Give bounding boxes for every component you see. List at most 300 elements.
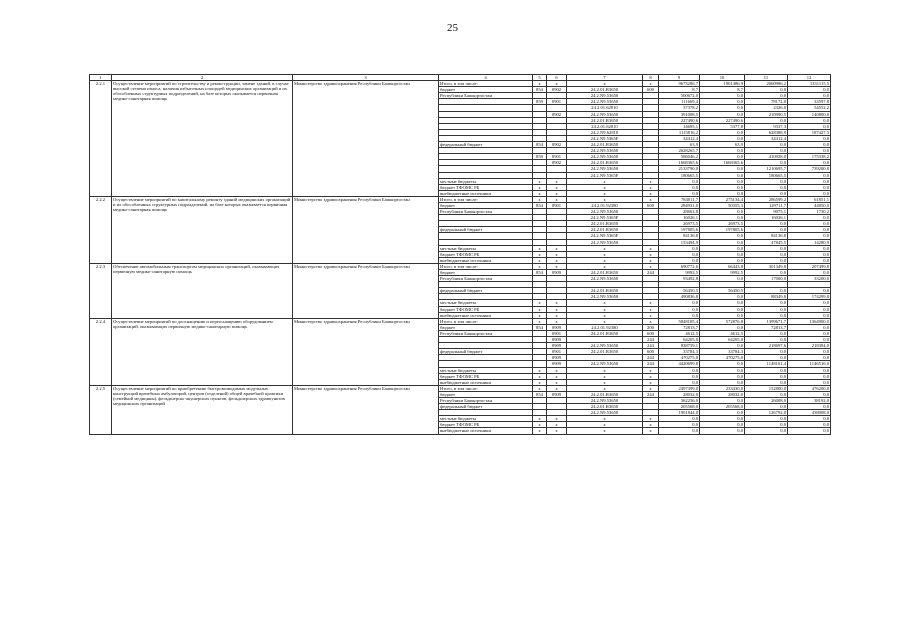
section-code-cell: х — [547, 245, 567, 251]
year-amount-cell: 187427,3 — [788, 129, 831, 135]
total-amount-cell: 0,0 — [659, 190, 700, 196]
expense-type-cell: 244 — [643, 337, 659, 343]
total-amount-cell: 2628265,7 — [659, 148, 700, 154]
grbs-code-cell: 854 — [533, 142, 547, 148]
year-amount-cell: 72813,7 — [745, 324, 788, 330]
section-code-cell: х — [547, 306, 567, 312]
year-amount-cell: 0,0 — [745, 404, 788, 410]
year-amount-cell: 0,0 — [745, 355, 788, 361]
total-amount-cell: 180665,5 — [659, 172, 700, 178]
year-amount-cell: 0,0 — [745, 337, 788, 343]
target-article-cell: 24.2.01.R3650 — [567, 87, 643, 93]
total-amount-cell: 784011,7 — [659, 196, 700, 202]
total-amount-cell: 72813,7 — [659, 324, 700, 330]
year-amount-cell: 0,0 — [745, 178, 788, 184]
year-amount-cell: 0,0 — [700, 184, 745, 190]
year-amount-cell: 44850,0 — [788, 202, 831, 208]
target-article-cell: х — [567, 422, 643, 428]
total-amount-cell: 9992,5 — [659, 270, 700, 276]
target-article-cell: 24.2.N9.5365F — [567, 135, 643, 141]
year-amount-cell: 0,0 — [700, 239, 745, 245]
expense-type-cell: 600 — [643, 87, 659, 93]
funding-source-cell: внебюджетные источники — [439, 312, 533, 318]
column-number-header: 12 — [788, 75, 831, 81]
grbs-code-cell: 854 — [533, 391, 547, 397]
year-amount-cell: 152800,0 — [745, 385, 788, 391]
year-amount-cell: 0,0 — [700, 215, 745, 221]
year-amount-cell: 9992,5 — [700, 270, 745, 276]
total-amount-cell: 1668365,6 — [659, 160, 700, 166]
year-amount-cell: 2060986,2 — [745, 81, 788, 87]
year-amount-cell: 0,0 — [745, 142, 788, 148]
year-amount-cell: 0,0 — [700, 166, 745, 172]
year-amount-cell: 50355,3 — [700, 202, 745, 208]
total-amount-cell: 0,0 — [659, 300, 700, 306]
total-amount-cell: 26973,5 — [659, 221, 700, 227]
target-article-cell: 24.2.01.R3650 — [567, 288, 643, 294]
expense-type-cell: х — [643, 300, 659, 306]
funding-source-cell: Республики Башкортостан — [439, 93, 533, 99]
year-amount-cell: 218384,0 — [788, 343, 831, 349]
year-amount-cell: 0,0 — [745, 312, 788, 318]
year-amount-cell: 0,0 — [788, 416, 831, 422]
year-amount-cell: 476200,0 — [788, 385, 831, 391]
section-code-cell: х — [547, 300, 567, 306]
target-article-cell: 24.2.01.62810 — [567, 105, 643, 111]
section-code-cell: 0901 — [547, 154, 567, 160]
year-amount-cell: 0,0 — [700, 397, 745, 403]
year-amount-cell: 0,0 — [788, 349, 831, 355]
year-amount-cell: 0,0 — [700, 172, 745, 178]
target-article-cell: 24.2.01.R3650 — [567, 117, 643, 123]
total-amount-cell: 0,0 — [659, 257, 700, 263]
total-amount-cell: 111669,4 — [659, 99, 700, 105]
funding-source-cell: местные бюджеты — [439, 367, 533, 373]
target-article-cell: х — [567, 379, 643, 385]
total-amount-cell: 9673286,7 — [659, 81, 700, 87]
grbs-code-cell: х — [533, 428, 547, 434]
year-amount-cell: 628388,9 — [745, 129, 788, 135]
expense-type-cell: х — [643, 385, 659, 391]
year-amount-cell: 0,0 — [745, 330, 788, 336]
year-amount-cell: 0,0 — [700, 154, 745, 160]
target-article-cell: х — [567, 257, 643, 263]
year-amount-cell: 0,0 — [788, 404, 831, 410]
item-code-cell: 2.2.1 — [90, 81, 112, 197]
year-amount-cell: 140800,0 — [788, 111, 831, 117]
expense-type-cell: х — [643, 263, 659, 269]
grbs-code-cell: х — [533, 251, 547, 257]
year-amount-cell: 0,0 — [700, 190, 745, 196]
grbs-code-cell: 854 — [533, 87, 547, 93]
year-amount-cell: 0,0 — [788, 422, 831, 428]
year-amount-cell: 174299,8 — [788, 294, 831, 300]
total-amount-cell: 391008,5 — [659, 111, 700, 117]
total-amount-cell: 586046,2 — [659, 154, 700, 160]
grbs-code-cell: х — [533, 373, 547, 379]
expense-type-cell: х — [643, 81, 659, 87]
year-amount-cell: 0,0 — [700, 105, 745, 111]
total-amount-cell: 56450,5 — [659, 288, 700, 294]
total-amount-cell: 0,0 — [659, 367, 700, 373]
total-amount-cell: 16026,1 — [659, 215, 700, 221]
section-code-cell: х — [547, 367, 567, 373]
grbs-code-cell: х — [533, 306, 547, 312]
year-amount-cell: 218697,6 — [745, 343, 788, 349]
section-code-cell: х — [547, 373, 567, 379]
target-article-cell: х — [567, 178, 643, 184]
total-amount-cell: 0,0 — [659, 379, 700, 385]
section-code-cell: 0902 — [547, 111, 567, 117]
section-code-cell: 0909 — [547, 270, 567, 276]
funding-source-cell: внебюджетные источники — [439, 379, 533, 385]
measure-name-cell: Осуществление мероприятий по дооснащению и переоснащению оборудованием организаций, оказывающих первичную медико-санитарную помощь — [112, 318, 293, 385]
expense-type-cell: 600 — [643, 202, 659, 208]
year-amount-cell: 0,0 — [788, 227, 831, 233]
target-article-cell: 24.2.N9.53650 — [567, 93, 643, 99]
year-amount-cell: 0,0 — [745, 245, 788, 251]
section-code-cell: х — [547, 263, 567, 269]
year-amount-cell: 0,0 — [700, 343, 745, 349]
section-code-cell: 0901 — [547, 202, 567, 208]
year-amount-cell: 0,0 — [745, 349, 788, 355]
section-code-cell: 0909 — [547, 361, 567, 367]
year-amount-cell: 0,0 — [788, 379, 831, 385]
total-amount-cell: 0,0 — [659, 428, 700, 434]
year-amount-cell: 0,0 — [788, 312, 831, 318]
year-amount-cell: 0,0 — [788, 87, 831, 93]
grbs-code-cell: х — [533, 416, 547, 422]
expense-type-cell: 244 — [643, 361, 659, 367]
target-article-cell: 24.2.01.R3650 — [567, 391, 643, 397]
expense-type-cell: х — [643, 416, 659, 422]
year-amount-cell: 0,0 — [788, 123, 831, 129]
target-article-cell: 24.2.01.R3650 — [567, 349, 643, 355]
column-number-header: 9 — [659, 75, 700, 81]
grbs-code-cell: 854 — [533, 324, 547, 330]
grbs-code-cell: х — [533, 184, 547, 190]
section-code-cell: х — [547, 184, 567, 190]
target-article-cell: 24.2.N9.5365F — [567, 215, 643, 221]
year-amount-cell: 0,0 — [745, 221, 788, 227]
year-amount-cell: 0,0 — [700, 93, 745, 99]
target-article-cell: 24.2.N9.5365F — [567, 233, 643, 239]
year-amount-cell: 0,0 — [745, 190, 788, 196]
grbs-code-cell: х — [533, 300, 547, 306]
section-code-cell: 0901 — [547, 330, 567, 336]
expense-type-cell: 600 — [643, 330, 659, 336]
target-article-cell: 24.2.01.R3650 — [567, 270, 643, 276]
year-amount-cell: 9337,3 — [745, 123, 788, 129]
total-amount-cell: 37378,2 — [659, 105, 700, 111]
section-code-cell: 0902 — [547, 87, 567, 93]
total-amount-cell: 2133790,0 — [659, 166, 700, 172]
year-amount-cell: 1331115,5 — [788, 81, 831, 87]
total-amount-cell: 84136,8 — [659, 233, 700, 239]
target-article-cell: х — [567, 263, 643, 269]
funding-source-cell: Итого, в том числе: — [439, 81, 533, 87]
year-amount-cell: 0,0 — [788, 172, 831, 178]
grbs-code-cell: х — [533, 385, 547, 391]
year-amount-cell: 0,0 — [745, 416, 788, 422]
year-amount-cell: 8,7 — [700, 87, 745, 93]
year-amount-cell: 33784,3 — [700, 349, 745, 355]
funding-source-cell: Итого, в том числе: — [439, 318, 533, 324]
funding-source-cell: внебюджетные источники — [439, 428, 533, 434]
year-amount-cell: 0,0 — [745, 148, 788, 154]
target-article-cell: х — [567, 184, 643, 190]
year-amount-cell: 5377,8 — [700, 123, 745, 129]
section-code-cell: х — [547, 422, 567, 428]
year-amount-cell: 54552,2 — [788, 105, 831, 111]
total-amount-cell: 362256,0 — [659, 397, 700, 403]
target-article-cell: 24.2.01.92380 — [567, 202, 643, 208]
section-code-cell: 0909 — [547, 324, 567, 330]
target-article-cell: х — [567, 428, 643, 434]
expense-type-cell: х — [643, 190, 659, 196]
year-amount-cell: 0,0 — [700, 99, 745, 105]
total-amount-cell: 197805,6 — [659, 227, 700, 233]
expense-type-cell: х — [643, 367, 659, 373]
total-amount-cell: 28663,8 — [659, 209, 700, 215]
budget-table — [89, 74, 831, 435]
year-amount-cell: 0,0 — [745, 93, 788, 99]
year-amount-cell: 34412,4 — [745, 135, 788, 141]
funding-source-cell: Итого, в том числе: — [439, 263, 533, 269]
year-amount-cell: 0,0 — [788, 148, 831, 154]
expense-type-cell: х — [643, 312, 659, 318]
year-amount-cell: 0,0 — [788, 190, 831, 196]
expense-type-cell: х — [643, 428, 659, 434]
year-amount-cell: 0,0 — [788, 245, 831, 251]
year-amount-cell: 88349,8 — [745, 294, 788, 300]
target-article-cell: х — [567, 416, 643, 422]
year-amount-cell: 26008,0 — [745, 397, 788, 403]
measure-name-cell: Осуществление мероприятий по капитальному ремонту зданий медицинских организаций и их обособленных структурных подразделений, на базе которых оказывается первичная медико-санитарная помощь — [112, 196, 293, 263]
section-code-cell: х — [547, 257, 567, 263]
year-amount-cell: 0,0 — [700, 416, 745, 422]
year-amount-cell: 0,0 — [788, 257, 831, 263]
year-amount-cell: 84136,8 — [745, 233, 788, 239]
section-code-cell: х — [547, 178, 567, 184]
item-code-cell: 2.2.5 — [90, 385, 112, 434]
target-article-cell: 24.2.01.62810 — [567, 123, 643, 129]
budget-table-body — [90, 75, 831, 435]
year-amount-cell: 1210695,7 — [745, 166, 788, 172]
year-amount-cell: 0,0 — [700, 294, 745, 300]
item-code-cell: 2.2.3 — [90, 263, 112, 318]
total-amount-cell: 490836,8 — [659, 294, 700, 300]
year-amount-cell: 66443,8 — [700, 263, 745, 269]
funding-source-cell: Республики Башкортостан — [439, 330, 533, 336]
funding-source-cell: бюджет ТФОМС РБ — [439, 251, 533, 257]
year-amount-cell: 1901486,9 — [700, 81, 745, 87]
year-amount-cell: 0,0 — [745, 306, 788, 312]
expense-type-cell: х — [643, 251, 659, 257]
year-amount-cell: 26973,5 — [700, 221, 745, 227]
measure-name-cell: Осуществление мероприятий по строительству и реконструкции, замене зданий, в случае высокой степени износа, наличия избыточных площадей медицинских организаций и их обособленных структурных подразделений, на базе которых оказывается первичная медико-санитарная помощь — [112, 81, 293, 197]
expense-type-cell: 244 — [643, 270, 659, 276]
section-code-cell: х — [547, 312, 567, 318]
year-amount-cell: 301349,8 — [745, 263, 788, 269]
target-article-cell: 24.2.N9.53650 — [567, 397, 643, 403]
year-amount-cell: 175338,2 — [788, 154, 831, 160]
section-code-cell: х — [547, 416, 567, 422]
total-amount-cell: 28032,0 — [659, 391, 700, 397]
executor-cell: Министерство здравоохранения Республики Башкортостан — [293, 263, 439, 318]
section-code-cell: 0902 — [547, 142, 567, 148]
column-number-header: 1 — [90, 75, 112, 81]
year-amount-cell: 0,0 — [700, 428, 745, 434]
year-amount-cell: 0,0 — [700, 129, 745, 135]
year-amount-cell: 0,0 — [788, 142, 831, 148]
total-amount-cell: 1901844,0 — [659, 410, 700, 416]
column-number-header: 6 — [547, 75, 567, 81]
total-amount-cell: 1115816,2 — [659, 129, 700, 135]
year-amount-cell: 0,0 — [788, 367, 831, 373]
year-amount-cell: 38192,0 — [788, 397, 831, 403]
target-article-cell: 24.2.N9.53650 — [567, 111, 643, 117]
year-amount-cell: 0,0 — [700, 367, 745, 373]
target-article-cell: 24.2.N9.53650 — [567, 410, 643, 416]
total-amount-cell: 5848185,4 — [659, 318, 700, 324]
year-amount-cell: 1399671,7 — [745, 318, 788, 324]
target-article-cell: 24.2.01.R3650 — [567, 142, 643, 148]
column-number-header: 4 — [439, 75, 533, 81]
year-amount-cell: 0,0 — [700, 306, 745, 312]
funding-source-cell: Республики Башкортостан — [439, 276, 533, 282]
year-amount-cell: 0,0 — [700, 251, 745, 257]
executor-cell: Министерство здравоохранения Республики Башкортостан — [293, 196, 439, 263]
total-amount-cell: 500672,0 — [659, 93, 700, 99]
grbs-code-cell: х — [533, 379, 547, 385]
year-amount-cell: 64205,0 — [700, 337, 745, 343]
expense-type-cell: х — [643, 318, 659, 324]
target-article-cell: 24.2.01.R3650 — [567, 227, 643, 233]
year-amount-cell: 129711,7 — [745, 202, 788, 208]
year-amount-cell: 0,0 — [700, 300, 745, 306]
year-amount-cell: 0,0 — [745, 184, 788, 190]
funding-source-cell: федеральный бюджет — [439, 288, 533, 294]
section-code-cell: х — [547, 190, 567, 196]
measure-name-cell: Осуществление мероприятий по приобретению быстровозводимых модульных конструкций врачебных амбулаторий, центров (отделений) общей врачебной практики (семейной медицины), фельдшерско-акушерских пунктов, фельдшерских здравпунктов медицинских организаций — [112, 385, 293, 434]
section-code-cell: 0901 — [547, 99, 567, 105]
year-amount-cell: 33597,8 — [788, 99, 831, 105]
year-amount-cell: 28032,0 — [700, 391, 745, 397]
target-article-cell: 24.2.N9.53650 — [567, 239, 643, 245]
grbs-code-cell: 854 — [533, 202, 547, 208]
target-article-cell: х — [567, 196, 643, 202]
target-article-cell: 24.2.01.R3650 — [567, 160, 643, 166]
target-article-cell: х — [567, 300, 643, 306]
funding-source-cell: бюджет ТФОМС РБ — [439, 306, 533, 312]
year-amount-cell: 0,0 — [745, 391, 788, 397]
expense-type-cell: 244 — [643, 343, 659, 349]
section-code-cell: х — [547, 196, 567, 202]
target-article-cell: 24.2.N9.53650 — [567, 209, 643, 215]
year-amount-cell: 56450,5 — [700, 288, 745, 294]
expense-type-cell: 600 — [643, 349, 659, 355]
funding-source-cell: бюджет ТФОМС РБ — [439, 422, 533, 428]
year-amount-cell: 0,0 — [788, 270, 831, 276]
year-amount-cell: 0,0 — [788, 221, 831, 227]
section-code-cell: 0901 — [547, 349, 567, 355]
total-amount-cell: 0,0 — [659, 312, 700, 318]
section-code-cell: х — [547, 379, 567, 385]
year-amount-cell: 0,0 — [788, 288, 831, 294]
target-article-cell: 24.2.N9.62810 — [567, 129, 643, 135]
grbs-code-cell: х — [533, 178, 547, 184]
grbs-code-cell: х — [533, 367, 547, 373]
section-code-cell: 0909 — [547, 391, 567, 397]
column-number-header: 5 — [533, 75, 547, 81]
year-amount-cell: 0,0 — [788, 93, 831, 99]
funding-source-cell: бюджет — [439, 202, 533, 208]
target-article-cell: х — [567, 373, 643, 379]
grbs-code-cell: х — [533, 263, 547, 269]
year-amount-cell: 470275,0 — [700, 355, 745, 361]
section-code-cell: х — [547, 428, 567, 434]
target-article-cell: х — [567, 306, 643, 312]
year-amount-cell: 9075,1 — [745, 209, 788, 215]
year-amount-cell: 739200,0 — [788, 166, 831, 172]
column-number-header: 11 — [745, 75, 788, 81]
total-amount-cell: 470275,0 — [659, 355, 700, 361]
grbs-code-cell: х — [533, 257, 547, 263]
total-amount-cell: 838759,1 — [659, 343, 700, 349]
year-amount-cell: 0,0 — [745, 373, 788, 379]
grbs-code-cell: х — [533, 422, 547, 428]
year-amount-cell: 0,0 — [700, 148, 745, 154]
year-amount-cell: 4612,5 — [700, 330, 745, 336]
year-amount-cell: 0,0 — [788, 428, 831, 434]
total-amount-cell: 0,0 — [659, 422, 700, 428]
total-amount-cell: 8,7 — [659, 87, 700, 93]
section-code-cell: х — [547, 251, 567, 257]
column-number-header: 7 — [567, 75, 643, 81]
funding-source-cell: местные бюджеты — [439, 416, 533, 422]
year-amount-cell: 0,0 — [745, 160, 788, 166]
expense-type-cell: х — [643, 178, 659, 184]
funding-source-cell: местные бюджеты — [439, 245, 533, 251]
target-article-cell: 24.2.N9.53650 — [567, 361, 643, 367]
year-amount-cell: 1364900,0 — [788, 318, 831, 324]
year-amount-cell: 0,0 — [700, 111, 745, 117]
year-amount-cell: 126792,0 — [745, 410, 788, 416]
total-amount-cell: 33784,3 — [659, 349, 700, 355]
total-amount-cell: 690772,6 — [659, 263, 700, 269]
funding-source-cell: Итого, в том числе: — [439, 385, 533, 391]
target-article-cell: х — [567, 318, 643, 324]
total-amount-cell: 227490,6 — [659, 117, 700, 123]
target-article-cell: 24.2.01.92380 — [567, 324, 643, 330]
grbs-code-cell: х — [533, 196, 547, 202]
target-article-cell: 24.2.01.R3650 — [567, 404, 643, 410]
year-amount-cell: 0,0 — [788, 355, 831, 361]
year-amount-cell: 0,0 — [700, 373, 745, 379]
year-amount-cell: 0,0 — [700, 135, 745, 141]
total-amount-cell: 0,0 — [659, 251, 700, 257]
year-amount-cell: 0,0 — [700, 324, 745, 330]
year-amount-cell: 78172,0 — [745, 99, 788, 105]
year-amount-cell: 0,0 — [745, 251, 788, 257]
funding-source-cell: местные бюджеты — [439, 300, 533, 306]
total-amount-cell: 64205,0 — [659, 337, 700, 343]
section-code-cell: 0909 — [547, 337, 567, 343]
grbs-code-cell: 859 — [533, 99, 547, 105]
target-article-cell: х — [567, 190, 643, 196]
year-amount-cell: 0,0 — [788, 391, 831, 397]
